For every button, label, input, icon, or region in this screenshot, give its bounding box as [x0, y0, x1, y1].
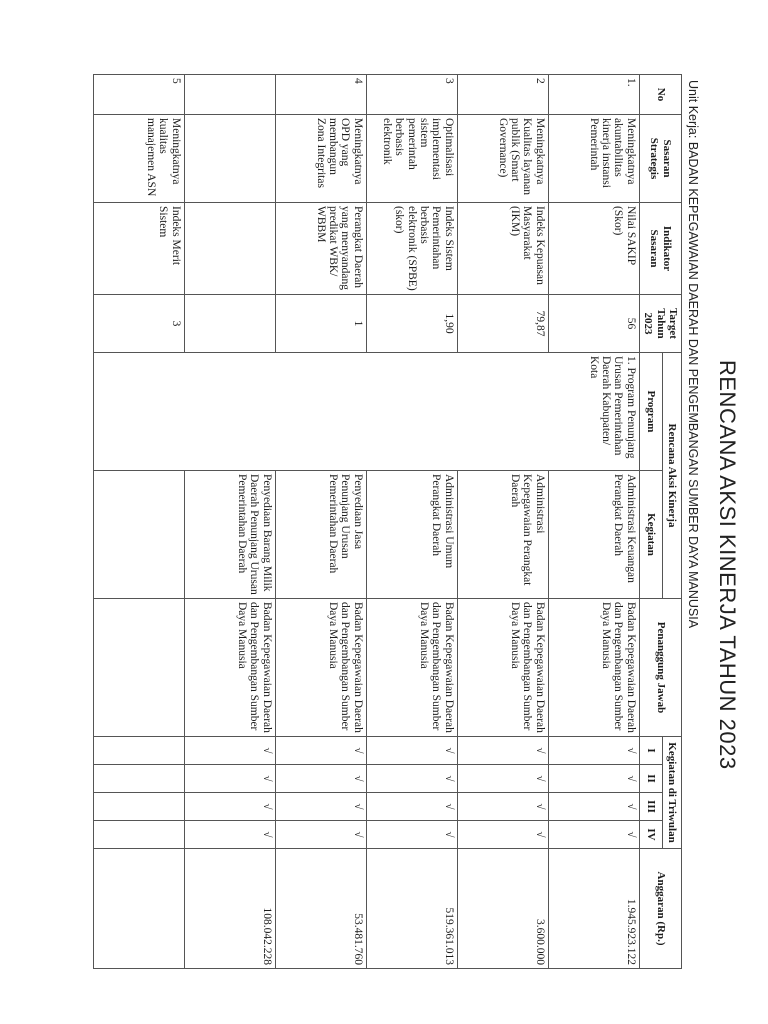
- cell-sasaran: Meningkatnya akuntabilitas kinerja instansi Pemerintah: [548, 115, 639, 203]
- cell-anggaran: 3.600.000: [457, 849, 548, 969]
- cell-no: 3: [366, 75, 457, 115]
- header-t1: I: [639, 737, 662, 765]
- cell-kegiatan: Penyediaan Barang Milik Daerah Penunjang Urusan Pemerintahan Daerah: [184, 471, 275, 599]
- cell-sasaran: Meningkatnya OPD yang membangun Zona Integritas: [275, 115, 366, 203]
- cell-t3: √: [366, 793, 457, 821]
- table-row: [275, 75, 366, 969]
- cell-t3: √: [275, 793, 366, 821]
- header-t2: II: [639, 765, 662, 793]
- cell-no: 1.: [548, 75, 639, 115]
- table-row: [457, 75, 548, 969]
- cell-penanggung: Badan Kepegawaian Daerah dan Pengembangan Sumber Daya Manusia: [548, 599, 639, 737]
- cell-t4: √: [548, 821, 639, 849]
- cell-t1: [93, 737, 184, 765]
- cell-kegiatan: Administrasi Keuangan Perangkat Daerah: [548, 471, 639, 599]
- header-anggaran: Anggaran (Rp.): [639, 849, 681, 969]
- cell-kegiatan: [93, 471, 184, 599]
- header-triwulan: Kegiatan di Triwulan: [662, 737, 681, 849]
- cell-t4: √: [184, 821, 275, 849]
- cell-indikator: Indeks Sistem Pemerintahan berbasis elektronik (SPBE) (skor): [366, 203, 457, 295]
- cell-kegiatan: Penyediaan Jasa Penunjang Urusan Pemerintahan Daerah: [275, 471, 366, 599]
- cell-indikator: Nilai SAKIP (Skor): [548, 203, 639, 295]
- unit-kerja-line: Unit Kerja: BADAN KEPEGAWAIAN DAERAH DAN PENGEMBANGAN SUMBER DAYA MANUSIA: [686, 80, 700, 629]
- cell-t3: [93, 793, 184, 821]
- cell-target: 1: [275, 295, 366, 353]
- cell-t1: √: [184, 737, 275, 765]
- cell-target: 56: [548, 295, 639, 353]
- header-indikator: Indikator Sasaran: [639, 203, 681, 295]
- cell-t2: √: [275, 765, 366, 793]
- document-title: RENCANA AKSI KINERJA TAHUN 2023: [715, 360, 740, 770]
- header-no: No: [639, 75, 681, 115]
- table-row: [93, 75, 184, 969]
- cell-indikator: Perangkat Daerah yang menyandang predikat WBK/ WBBM: [275, 203, 366, 295]
- header-penanggung: Penanggung Jawab: [639, 599, 681, 737]
- cell-kegiatan: Administrasi Umum Perangkat Daerah: [366, 471, 457, 599]
- cell-t1: √: [366, 737, 457, 765]
- cell-t3: √: [457, 793, 548, 821]
- cell-sasaran: Meningkatnya kualitas manajemen ASN: [93, 115, 184, 203]
- rencana-aksi-table: [93, 74, 682, 969]
- header-kegiatan: Kegiatan: [639, 471, 662, 599]
- cell-penanggung: Badan Kepegawaian Daerah dan Pengembangan Sumber Daya Manusia: [457, 599, 548, 737]
- cell-t4: √: [275, 821, 366, 849]
- cell-target: 1,90: [366, 295, 457, 353]
- cell-t4: [93, 821, 184, 849]
- cell-indikator: Indeks Kepuasan Masyarakat (IKM): [457, 203, 548, 295]
- cell-t4: √: [366, 821, 457, 849]
- cell-sasaran: Optimalisasi implementasi sistem pemerintah berbasis elektronik: [366, 115, 457, 203]
- cell-penanggung: Badan Kepegawaian Daerah dan Pengembangan Sumber Daya Manusia: [275, 599, 366, 737]
- cell-penanggung: Badan Kepegawaian Daerah dan Pengembangan Sumber Daya Manusia: [184, 599, 275, 737]
- cell-program: 1. Program Penunjang Urusan Pemerintahan Daerah Kabupaten/ Kota: [93, 353, 639, 471]
- table-row: [184, 75, 275, 969]
- cell-t1: √: [457, 737, 548, 765]
- cell-t1: √: [275, 737, 366, 765]
- cell-no: 4: [275, 75, 366, 115]
- header-program: Program: [639, 353, 662, 471]
- cell-target: [184, 295, 275, 353]
- header-target: Target Tahun 2023: [639, 295, 681, 353]
- cell-no: [184, 75, 275, 115]
- header-t3: III: [639, 793, 662, 821]
- cell-t1: √: [548, 737, 639, 765]
- cell-no: 2: [457, 75, 548, 115]
- cell-indikator: Indeks Merit Sistem: [93, 203, 184, 295]
- cell-no: 5: [93, 75, 184, 115]
- header-t4: IV: [639, 821, 662, 849]
- cell-anggaran: 1.945.923.122: [548, 849, 639, 969]
- cell-anggaran: 53.481.760: [275, 849, 366, 969]
- cell-t4: √: [457, 821, 548, 849]
- cell-anggaran: 519.361.013: [366, 849, 457, 969]
- cell-target: 79,87: [457, 295, 548, 353]
- header-rencana: Rencana Aksi Kinerja: [662, 353, 681, 599]
- cell-sasaran: Meningkatnya Kualitas layanan publik (Smart Governance): [457, 115, 548, 203]
- cell-t3: √: [548, 793, 639, 821]
- cell-anggaran: 108.042.228: [184, 849, 275, 969]
- cell-t2: √: [366, 765, 457, 793]
- cell-t2: √: [457, 765, 548, 793]
- cell-t2: √: [184, 765, 275, 793]
- cell-sasaran: [184, 115, 275, 203]
- cell-t2: [93, 765, 184, 793]
- cell-target: 3: [93, 295, 184, 353]
- table-row: [366, 75, 457, 969]
- cell-t2: √: [548, 765, 639, 793]
- cell-penanggung: [93, 599, 184, 737]
- cell-indikator: [184, 203, 275, 295]
- cell-kegiatan: Administrasi Kepegawaian Perangkat Daerah: [457, 471, 548, 599]
- cell-t3: √: [184, 793, 275, 821]
- table-row: [548, 75, 639, 969]
- cell-anggaran: [93, 849, 184, 969]
- header-sasaran: Sasaran Strategis: [639, 115, 681, 203]
- cell-penanggung: Badan Kepegawaian Daerah dan Pengembangan Sumber Daya Manusia: [366, 599, 457, 737]
